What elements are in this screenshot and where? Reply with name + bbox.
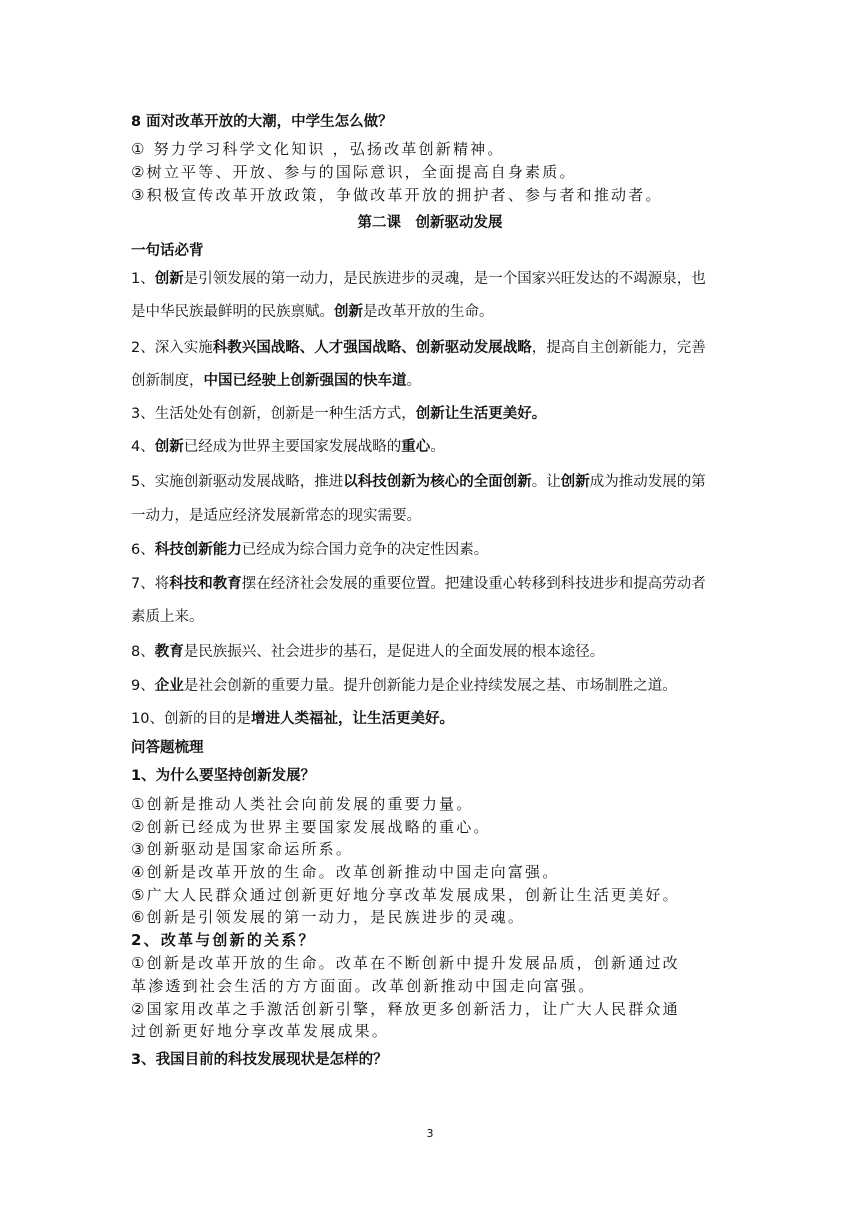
bold-text: 科技创新能力 — [154, 542, 242, 558]
text-segment: 是引领发展的第一动力，是民族进步的灵魂，是一个国家兴旺发达的不竭源泉，也 — [183, 271, 706, 287]
q8-title: 8 面对改革开放的大潮，中学生怎么做？ — [131, 114, 393, 130]
q8-item: ②树立平等、开放、参与的国际意识，全面提高自身素质。 — [131, 163, 577, 181]
bold-text: 科技和教育 — [169, 576, 242, 592]
q8-item: ③积极宣传改革开放政策，争做改革开放的拥护者、参与者和推动者。 — [131, 186, 663, 204]
text-segment: ，提高自主创新能力，完善 — [531, 340, 706, 356]
answer-item: ⑤广大人民群众通过创新更好地分享改革发展成果，创新让生活更美好。 — [131, 886, 680, 904]
text-segment: 。 — [406, 373, 421, 389]
text-segment: 6、 — [131, 542, 155, 558]
text-segment: 2、深入实施 — [131, 340, 213, 356]
text-segment: 7、将 — [131, 576, 170, 592]
recite-line — [131, 676, 677, 696]
text-segment: 一动力，是适应经济发展新常态的现实需要。 — [131, 508, 421, 524]
bold-text: 创新 — [154, 439, 184, 455]
text-segment: 摆在经济社会发展的重要位置。把建设重心转移到科技进步和提高劳动者 — [241, 576, 706, 592]
text-segment: 是民族振兴、社会进步的基石，是促进人的全面发展的根本途径。 — [183, 644, 605, 660]
text-segment: 素质上来。 — [131, 609, 204, 625]
bold-text: 创新 — [154, 271, 184, 287]
answer-item: ④创新是改革开放的生命。改革创新推动中国走向富强。 — [131, 863, 560, 881]
text-segment: 成为推动发展的第 — [589, 474, 706, 490]
recite-line — [131, 506, 421, 526]
recite-line — [131, 302, 494, 322]
recite-line — [131, 269, 706, 289]
lesson-title: 第二课 创新驱动发展 — [357, 215, 503, 231]
section-heading: 一句话必背 — [131, 243, 204, 259]
recite-line — [131, 472, 706, 492]
recite-line — [131, 338, 706, 358]
text-segment: 1、 — [131, 271, 155, 287]
section-heading: 问答题梳理 — [131, 740, 204, 756]
question-title: 1、为什么要坚持创新发展？ — [131, 768, 316, 784]
question-title: 2、改革与创新的关系？ — [131, 931, 316, 949]
recite-line — [131, 404, 546, 424]
bold-text: 重心 — [401, 439, 431, 455]
text-segment: 3、生活处处有创新，创新是一种生活方式， — [131, 406, 416, 422]
answer-item: ②国家用改革之手激活创新引擎，释放更多创新活力，让广大人民群众通 — [131, 1000, 680, 1018]
recite-line — [131, 371, 421, 391]
text-segment: 是改革开放的生命。 — [363, 304, 494, 320]
q8-item: ① 努力学习科学文化知识 ，弘扬改革创新精神。 — [131, 140, 505, 158]
answer-item: ⑥创新是引领发展的第一动力，是民族进步的灵魂。 — [131, 908, 526, 926]
bold-text: 创新让生活更美好。 — [415, 406, 547, 422]
text-segment: 创新制度， — [131, 373, 204, 389]
text-segment: 是社会创新的重要力量。提升创新能力是企业持续发展之基、市场制胜之道。 — [183, 678, 677, 694]
bold-text: 科教兴国战略、人才强国战略、创新驱动发展战略 — [212, 340, 532, 356]
recite-line — [131, 437, 445, 457]
answer-item: ①创新是推动人类社会向前发展的重要力量。 — [131, 795, 474, 813]
text-segment: 4、 — [131, 439, 155, 455]
answer-item: ①创新是改革开放的生命。改革在不断创新中提升发展品质，创新通过改 — [131, 954, 680, 972]
text-segment: 10、创新的目的是 — [131, 711, 251, 727]
answer-item: ③创新驱动是国家命运所系。 — [131, 840, 354, 858]
bold-text: 以科技创新为核心的全面创新 — [343, 474, 532, 490]
text-segment: 已经成为世界主要国家发展战略的 — [183, 439, 402, 455]
question-title: 3、我国目前的科技发展现状是怎样的？ — [131, 1052, 388, 1068]
text-segment: 。让 — [531, 474, 561, 490]
answer-item: 革渗透到社会生活的方方面面。改革创新推动中国走向富强。 — [131, 977, 596, 995]
recite-line — [131, 540, 488, 560]
bold-text: 中国已经驶上创新强国的快车道 — [203, 373, 407, 389]
text-segment: 已经成为综合国力竞争的决定性因素。 — [241, 542, 489, 558]
recite-line — [131, 709, 454, 729]
bold-text: 增进人类福祉，让生活更美好。 — [250, 711, 454, 727]
text-segment: 8、 — [131, 644, 155, 660]
answer-item: 过创新更好地分享改革发展成果。 — [131, 1022, 390, 1040]
answer-item: ②创新已经成为世界主要国家发展战略的重心。 — [131, 818, 491, 836]
text-segment: 9、 — [131, 678, 155, 694]
recite-line — [131, 607, 204, 627]
bold-text: 教育 — [154, 644, 184, 660]
text-segment: 。 — [430, 439, 445, 455]
recite-line — [131, 642, 604, 662]
text-segment: 是中华民族最鲜明的民族禀赋。 — [131, 304, 334, 320]
recite-line — [131, 574, 706, 594]
text-segment: 5、实施创新驱动发展战略，推进 — [131, 474, 344, 490]
bold-text: 企业 — [154, 678, 184, 694]
bold-text: 创新 — [334, 304, 363, 320]
page-number: 3 — [426, 1127, 434, 1140]
bold-text: 创新 — [560, 474, 590, 490]
